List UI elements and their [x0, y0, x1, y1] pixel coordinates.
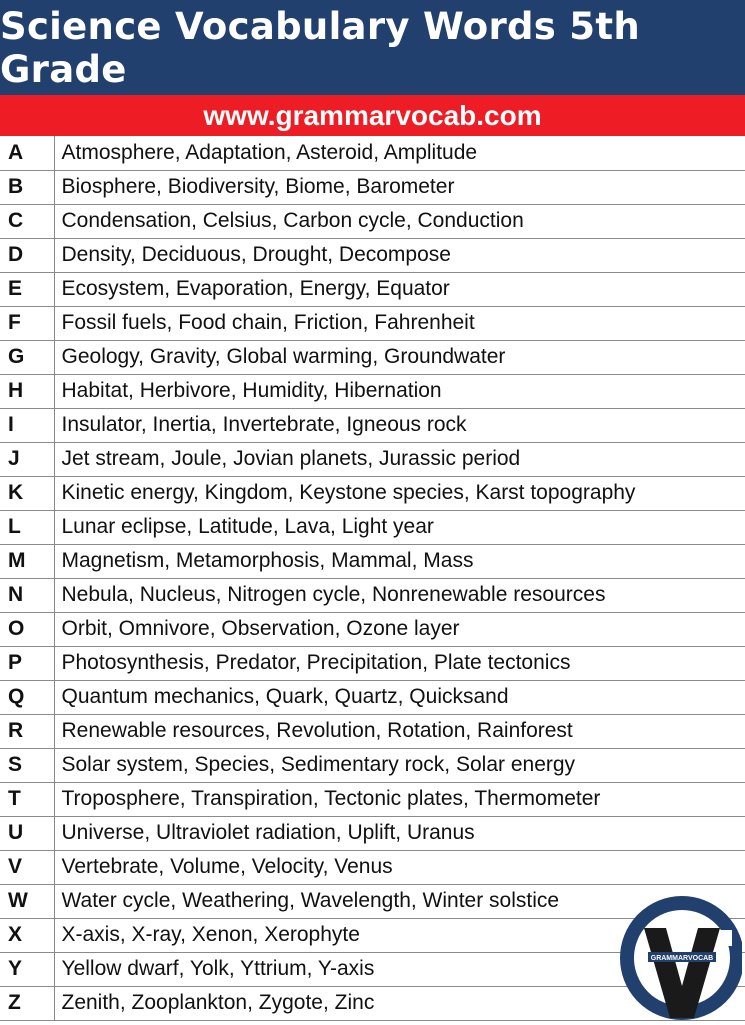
table-row [0, 544, 745, 578]
row-words: Quantum mechanics, Quark, Quartz, Quicksand [54, 680, 745, 714]
table-row [0, 748, 745, 782]
table-row [0, 646, 745, 680]
table-row [0, 238, 745, 272]
row-words: Biosphere, Biodiversity, Biome, Barometer [54, 170, 745, 204]
row-letter: Z [0, 986, 54, 1020]
site-url: www.grammarvocab.com [203, 99, 542, 131]
row-words: Renewable resources, Revolution, Rotation, Rainforest [54, 714, 745, 748]
table-row [0, 306, 745, 340]
table-row [0, 680, 745, 714]
grammarvocab-logo [620, 890, 742, 1020]
table-row [0, 272, 745, 306]
table-row [0, 782, 745, 816]
row-letter: G [0, 340, 54, 374]
row-words: Photosynthesis, Predator, Precipitation, Plate tectonics [54, 646, 745, 680]
vocabulary-table [0, 136, 745, 1021]
page-title: Science Vocabulary Words 5th Grade [0, 4, 640, 91]
table-row [0, 476, 745, 510]
row-letter: N [0, 578, 54, 612]
row-letter: W [0, 884, 54, 918]
table-row [0, 204, 745, 238]
row-letter: Q [0, 680, 54, 714]
row-words: Geology, Gravity, Global warming, Groundwater [54, 340, 745, 374]
row-letter: S [0, 748, 54, 782]
row-letter: O [0, 612, 54, 646]
row-words: Lunar eclipse, Latitude, Lava, Light year [54, 510, 745, 544]
row-letter: X [0, 918, 54, 952]
row-letter: D [0, 238, 54, 272]
vocabulary-table-body [0, 136, 745, 1020]
row-words: Troposphere, Transpiration, Tectonic plates, Thermometer [54, 782, 745, 816]
row-letter: C [0, 204, 54, 238]
table-row [0, 340, 745, 374]
table-row [0, 714, 745, 748]
row-letter: J [0, 442, 54, 476]
row-letter: V [0, 850, 54, 884]
row-letter: H [0, 374, 54, 408]
row-words: Insulator, Inertia, Invertebrate, Igneous rock [54, 408, 745, 442]
row-letter: E [0, 272, 54, 306]
row-words: Density, Deciduous, Drought, Decompose [54, 238, 745, 272]
gv-logo-icon [620, 890, 742, 1020]
row-letter: M [0, 544, 54, 578]
row-letter: B [0, 170, 54, 204]
table-row [0, 442, 745, 476]
page-header [0, 0, 745, 95]
row-words: Universe, Ultraviolet radiation, Uplift, Uranus [54, 816, 745, 850]
row-letter: F [0, 306, 54, 340]
row-words: Magnetism, Metamorphosis, Mammal, Mass [54, 544, 745, 578]
row-letter: U [0, 816, 54, 850]
row-words: Orbit, Omnivore, Observation, Ozone layer [54, 612, 745, 646]
row-words: Vertebrate, Volume, Velocity, Venus [54, 850, 745, 884]
row-words: Kinetic energy, Kingdom, Keystone species, Karst topography [54, 476, 745, 510]
table-row [0, 408, 745, 442]
table-row [0, 578, 745, 612]
row-words: Jet stream, Joule, Jovian planets, Jurassic period [54, 442, 745, 476]
row-words: Fossil fuels, Food chain, Friction, Fahrenheit [54, 306, 745, 340]
row-words: Nebula, Nucleus, Nitrogen cycle, Nonrenewable resources [54, 578, 745, 612]
row-letter: R [0, 714, 54, 748]
row-words: Atmosphere, Adaptation, Asteroid, Amplitude [54, 136, 745, 170]
row-letter: P [0, 646, 54, 680]
table-row [0, 850, 745, 884]
logo-text: GRAMMARVOCAB [650, 955, 714, 962]
table-row [0, 612, 745, 646]
row-letter: L [0, 510, 54, 544]
row-letter: I [0, 408, 54, 442]
row-letter: A [0, 136, 54, 170]
row-letter: Y [0, 952, 54, 986]
row-words: Zenith, Zooplankton, Zygote, Zinc [54, 986, 745, 1020]
row-words: Solar system, Species, Sedimentary rock, Solar energy [54, 748, 745, 782]
row-letter: T [0, 782, 54, 816]
row-words: Ecosystem, Evaporation, Energy, Equator [54, 272, 745, 306]
table-row [0, 374, 745, 408]
table-row [0, 816, 745, 850]
row-words: X-axis, X-ray, Xenon, Xerophyte [54, 918, 745, 952]
row-words: Condensation, Celsius, Carbon cycle, Conduction [54, 204, 745, 238]
url-banner [0, 95, 745, 136]
row-words: Habitat, Herbivore, Humidity, Hibernation [54, 374, 745, 408]
table-row [0, 136, 745, 170]
row-words: Water cycle, Weathering, Wavelength, Winter solstice [54, 884, 745, 918]
row-words: Yellow dwarf, Yolk, Yttrium, Y-axis [54, 952, 745, 986]
table-row [0, 170, 745, 204]
table-row [0, 510, 745, 544]
row-letter: K [0, 476, 54, 510]
